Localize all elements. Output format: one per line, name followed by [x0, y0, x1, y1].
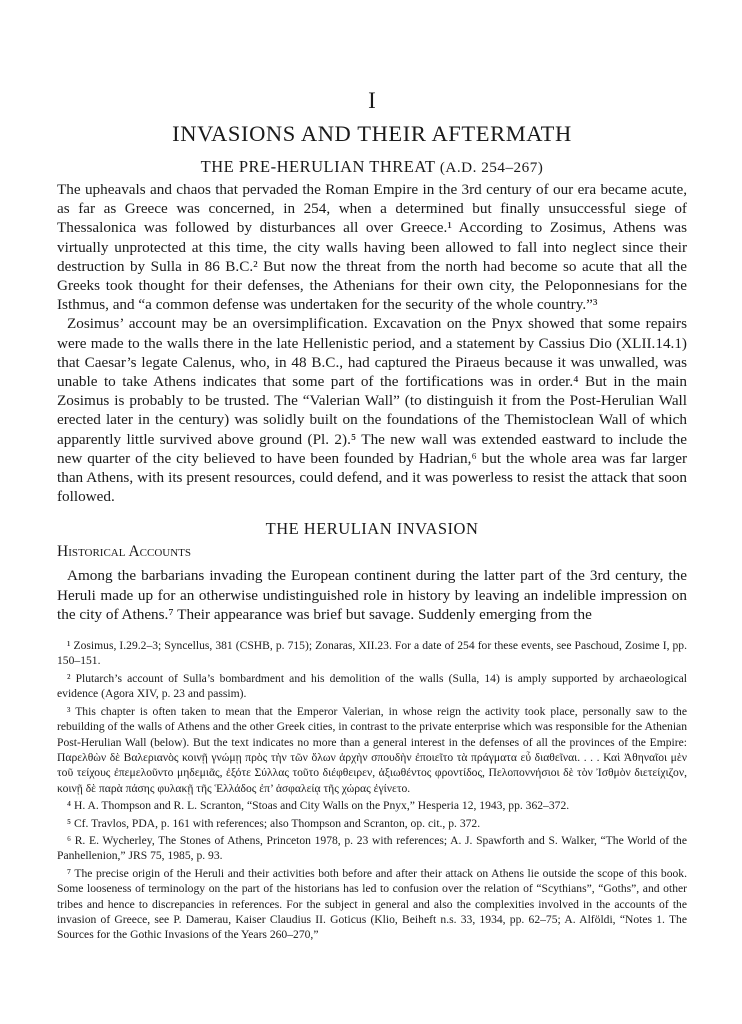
section-title-pre-herulian — [57, 156, 687, 179]
body-paragraph: The upheavals and chaos that pervaded the Roman Empire in the 3rd century of our era became acute, as far as Greece was concerned, in 254, when a determined but finally unsuccessful siege of Thessalonica was followed by disturbances all over Greece.¹ According to Zosimus, Athens was virtually unprotected at this time, the city walls having been allowed to fall into neglect since their destruction by Sulla in 86 B.C.² But now the threat from the north had become so acute that all the Greeks took thought for their defenses, the Athenians for their own city, the Peloponnesians for the Isthmus, and “a common defense was undertaken for the security of the whole country.”³ — [57, 181, 687, 314]
footnote: ¹ Zosimus, I.29.2–3; Syncellus, 381 (CSHB, p. 715); Zonaras, XII.23. For a date of 254 for these events, see Paschoud, Zosime I, pp. 150–151. — [57, 639, 687, 668]
subheading-historical-accounts: Historical Accounts — [57, 543, 191, 561]
footnotes — [57, 638, 687, 943]
footnote: ⁴ H. A. Thompson and R. L. Scranton, “Stoas and City Walls on the Pnyx,” Hesperia 12, 1943, pp. 362–372. — [67, 799, 570, 813]
footnote: ² Plutarch’s account of Sulla’s bombardment and his demolition of the walls (Sulla, 14) is amply supported by archaeological evidence (Agora XIV, p. 23 and passim). — [57, 671, 687, 701]
chapter-title: INVASIONS AND THEIR AFTERMATH — [172, 121, 572, 146]
footnote: ⁶ R. E. Wycherley, The Stones of Athens, Princeton 1978, p. 23 with references; A. J. Spawforth and S. Walker, “The World of the Panhellenion,” JRS 75, 1985, p. 93. — [57, 833, 687, 863]
section-title-herulian-invasion: THE HERULIAN INVASION — [265, 519, 479, 539]
section-title-main: THE PRE-HERULIAN THREAT — [200, 157, 436, 176]
body-paragraph: Among the barbarians invading the European continent during the latter part of the 3rd century, the Heruli made up for an otherwise undistinguished role in history by leaving an indelible impression on the city of Athens.⁷ Their appearance was brief but savage. Suddenly emerging from the — [57, 567, 687, 623]
footnote: ⁵ Cf. Travlos, PDA, p. 161 with references; also Thompson and Scranton, op. cit., p. 372. — [67, 816, 481, 830]
section-title-dates: (A.D. 254–267) — [439, 159, 544, 176]
footnote: ⁷ The precise origin of the Heruli and their activities both before and after their attack on Athens lie outside the scope of this book. Some looseness of terminology on the part of the historians has led to confusion over the relation of “Scythians”, “Goths”, and other tribes and hence to discrepancies in references. For the subject in general and also the complexities involved in the accounts of the invasion of Greece, see P. Damerau, Kaiser Claudius II. Goticus (Klio, Beiheft n.s. 33, 1934, pp. 62–75; A. Alföldi, “Notes 1. The Sources for the Gothic Invasions of the Years 260–270,” — [57, 866, 687, 942]
chapter-number: I — [368, 88, 376, 113]
footnote: ³ This chapter is often taken to mean that the Emperor Valerian, in whose reign the activity took place, personally saw to the rebuilding of the walls of Athens and the other Greek cities, in contrast to the private enterprise which was responsible for the Athenian Post-Herulian Wall (below). But the text indicates no more than a general interest in the defenses of all the provinces of the Empire: Παρελθὼν δὲ Βαλεριανὸς κοινῇ γνώμῃ πρὸς τὴν τῶν ὅλων ἀρχὴν σπουδὴν ἐποιεῖτο τὰ πράγματα εὖ διαθεῖναι. . . . Καὶ Ἀθηναῖοι μὲν τοῦ τείχους ἐπεμελοῦντο μηδεμιᾶς, ἐξότε Σύλλας τοῦτο διέφθειρεν, ἀξιωθέντος φροντίδος, Πελοποννήσιοι δὲ τὸν Ἰσθμὸν διετείχιζον, κοινῇ δὲ παρὰ πάσης φυλακῇ τῆς Ἑλλάδος ἐπ’ ἀσφαλείᾳ τῆς χώρας ἐγίνετο. — [57, 704, 687, 795]
body-paragraph: Zosimus’ account may be an oversimplification. Excavation on the Pnyx showed that some repairs were made to the walls there in the late Hellenistic period, and a statement by Cassius Dio (XLII.14.1) that Caesar’s legate Calenus, who, in 48 B.C., had captured the Piraeus because it was unwalled, was unable to take Athens indicates that some part of the fortifications was in order.⁴ But in the main Zosimus is probably to be trusted. The “Valerian Wall” (to distinguish it from the Post-Herulian Wall erected later in the century) was solidly built on the foundations of the Themistoclean Wall of which apparently little survived above ground (Pl. 2).⁵ The new wall was extended eastward to include the new quarter of the city believed to have been founded by Hadrian,⁶ but the whole area was far larger than Athens, with its present resources, could defend, and it was powerless to resist the attack that soon followed. — [57, 315, 687, 506]
